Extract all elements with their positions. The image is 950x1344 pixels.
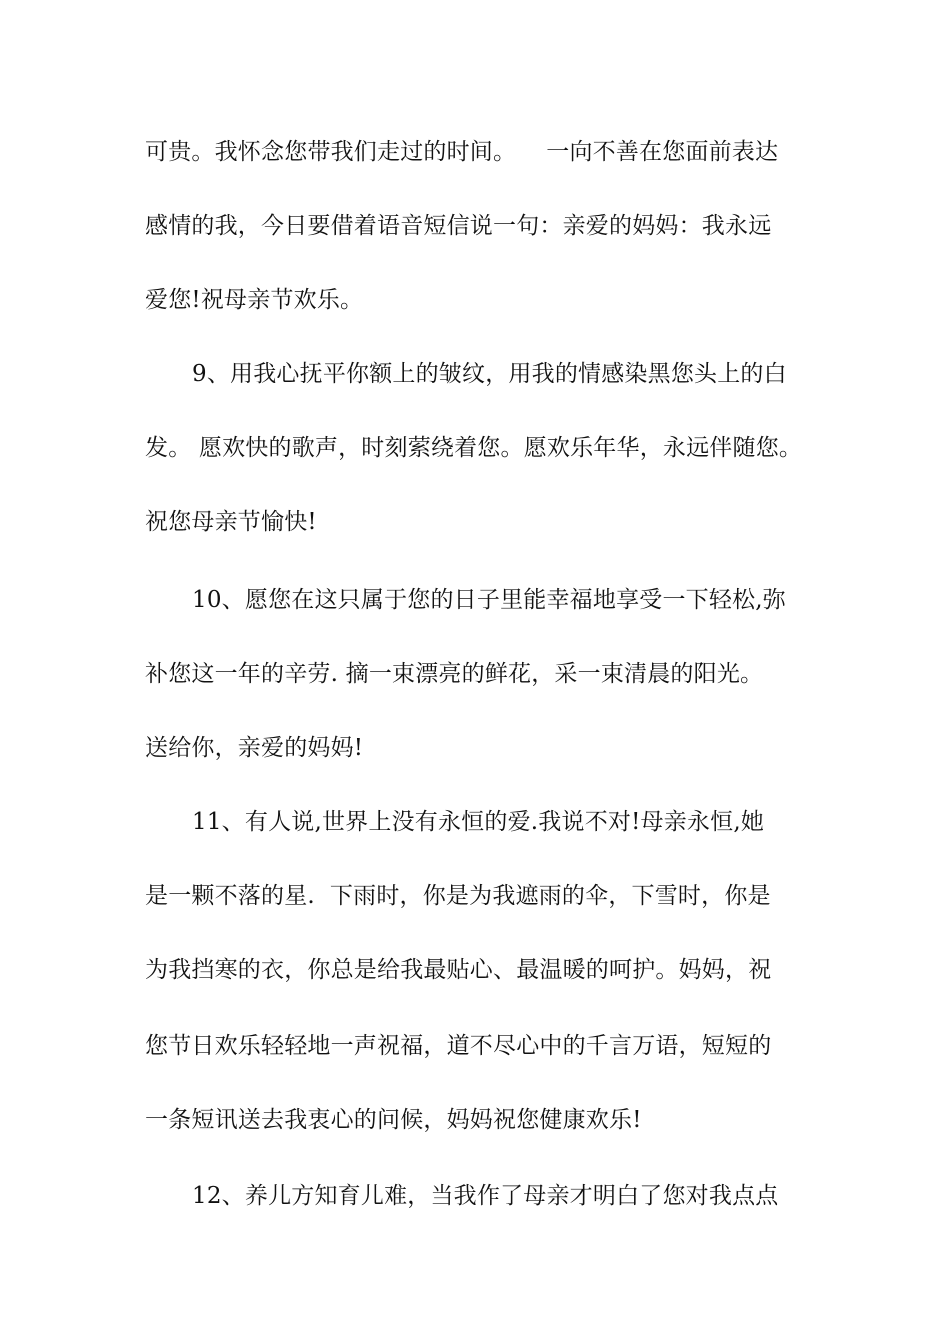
text-line: 感情的我，今日要借着语音短信说一句：亲爱的妈妈：我永远: [145, 213, 772, 239]
text-line: 送给你，亲爱的妈妈!: [145, 735, 364, 761]
text-line: 爱您!祝母亲节欢乐。: [145, 287, 364, 313]
text-line: 11、有人说,世界上没有永恒的爱.我说不对!母亲永恒,她: [192, 809, 765, 835]
text-line: 补您这一年的辛劳. 摘一束漂亮的鲜花，采一束清晨的阳光。: [145, 661, 764, 687]
text-line: 是一颗不落的星. 下雨时，你是为我遮雨的伞，下雪时，你是: [145, 883, 771, 909]
text-line: 为我挡寒的衣，你总是给我最贴心、最温暖的呵护。妈妈，祝: [145, 957, 772, 983]
text-line: 一条短讯送去我衷心的问候，妈妈祝您健康欢乐!: [145, 1107, 642, 1133]
text-line: 祝您母亲节愉快!: [145, 509, 317, 535]
text-line: 9、用我心抚平你额上的皱纹，用我的情感染黑您头上的白: [192, 361, 787, 387]
text-line: 发。 愿欢快的歌声，时刻萦绕着您。愿欢乐年华，永远伴随您。: [145, 435, 803, 461]
text-line: 10、愿您在这只属于您的日子里能幸福地享受一下轻松,弥: [192, 587, 786, 613]
text-line: 12、养儿方知育儿难，当我作了母亲才明白了您对我点点: [192, 1183, 779, 1209]
text-line: 可贵。我怀念您带我们走过的时间。 一向不善在您面前表达: [145, 139, 779, 165]
text-line: 您节日欢乐轻轻地一声祝福，道不尽心中的千言万语，短短的: [145, 1033, 772, 1059]
